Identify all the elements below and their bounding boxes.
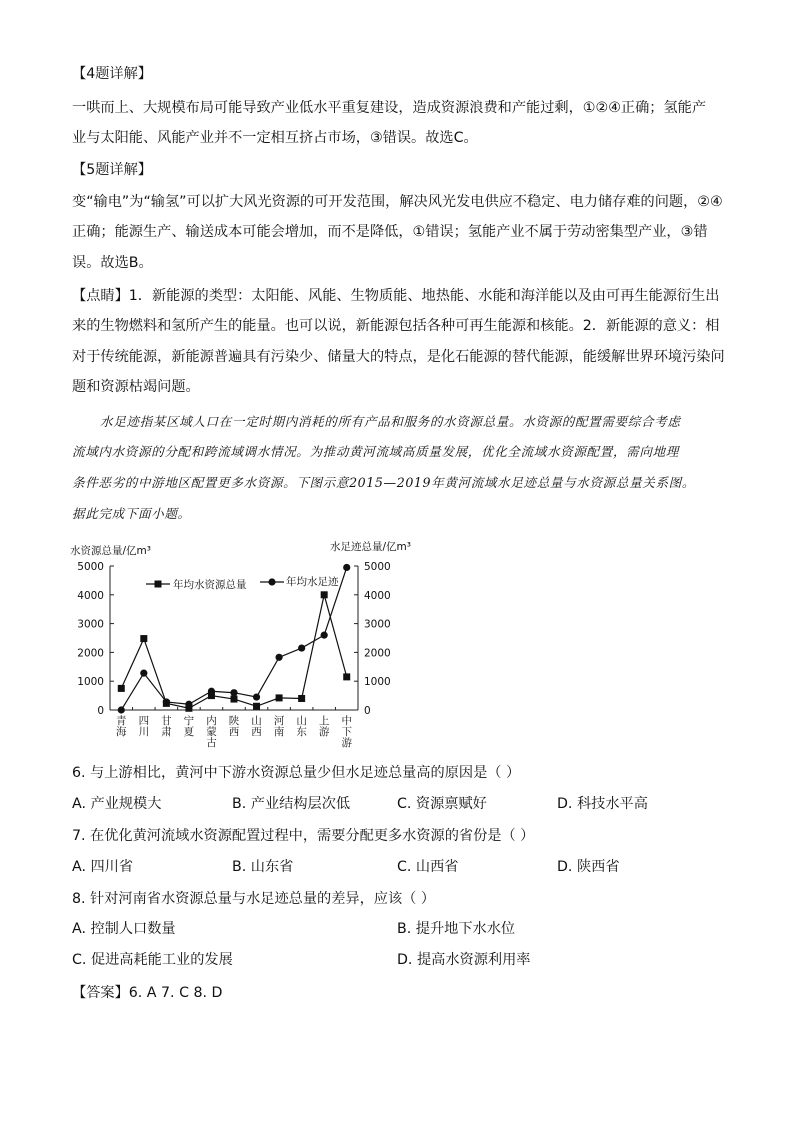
legend-marker-footprint [268, 578, 275, 585]
q8-option-d[interactable]: D. 提高水资源利用率 [397, 952, 531, 968]
section-5-line-3: 误。故选B。 [72, 255, 153, 271]
legend-label-resource: 年均水资源总量 [173, 579, 247, 591]
passage-line-4: 据此完成下面小题。 [72, 506, 191, 521]
answer-text: 6. A 7. C 8. D [128, 985, 223, 1001]
q6-option-c[interactable]: C. 资源禀赋好 [397, 796, 487, 812]
x-tick-label: 宁夏 [183, 715, 195, 738]
note-line-1: 【点睛】1．新能源的类型：太阳能、风能、生物质能、地热能、水能和海洋能以及由可再生能源衍生出 [72, 288, 720, 304]
section-5-heading: 【5题详解】 [72, 162, 152, 178]
x-tick-label: 山西 [251, 715, 262, 738]
note-line-4: 题和资源枯竭问题。 [72, 379, 200, 395]
x-tick-label: 河南 [273, 715, 285, 738]
q8-option-c[interactable]: C. 促进高耗能工业的发展 [72, 952, 233, 968]
legend-label-footprint: 年均水足迹 [286, 576, 339, 588]
section-4-line-1: 一哄而上、大规模布局可能导致产业低水平重复建设，造成资源浪费和产能过剩，①②④正确；氢能产 [72, 100, 707, 116]
y-axis-label-right: 水足迹总量/亿m³ [330, 541, 411, 553]
passage-line-1: 水足迹指某区域人口在一定时期内消耗的所有产品和服务的水资源总量。水资源的配置需要综合考虑 [100, 414, 681, 429]
x-tick-label: 上游 [318, 715, 330, 738]
water-resource-point [276, 694, 283, 701]
y-tick-label-left: 1000 [77, 676, 104, 689]
x-tick-label: 甘肃 [161, 715, 172, 738]
y-tick-label-right: 3000 [364, 618, 391, 631]
x-tick-label: 陕西 [228, 715, 240, 738]
q6-option-a[interactable]: A. 产业规模大 [72, 796, 162, 812]
y-tick-label-left: 2000 [77, 647, 104, 660]
water-resource-point [321, 591, 328, 598]
section-4-line-2: 业与太阳能、风能产业并不一定相互挤占市场，③错误。故选C。 [72, 130, 478, 146]
x-tick-label: 内蒙古 [206, 715, 217, 749]
y-tick-label-left: 4000 [77, 589, 104, 602]
water-footprint-point [208, 688, 215, 695]
y-tick-label-right: 2000 [364, 647, 391, 660]
x-tick-label: 青海 [116, 715, 127, 738]
water-footprint-point [275, 654, 282, 661]
answer-line [72, 983, 222, 1003]
water-resource-point [118, 685, 125, 692]
water-resource-point [343, 673, 350, 680]
q7-option-b[interactable]: B. 山东省 [232, 859, 294, 875]
water-footprint-point [163, 698, 170, 705]
y-axis-label-left: 水资源总量/亿m³ [70, 545, 151, 557]
water-footprint-point [118, 706, 125, 713]
legend-marker-resource [155, 581, 162, 588]
note-line-2: 来的生物燃料和氢所产生的能量。也可以说，新能源包括各种可再生能源和核能。2．新能源的意义：相 [72, 318, 720, 334]
passage-line-2: 流域内水资源的分配和跨流域调水情况。为推动黄河流域高质量发展，优化全流域水资源配置，需向地理 [72, 444, 679, 459]
x-tick-label: 中下游 [341, 715, 352, 749]
q8-option-a[interactable]: A. 控制人口数量 [72, 921, 176, 937]
question-6-stem: 6. 与上游相比，黄河中下游水资源总量少但水足迹总量高的原因是（ ） [72, 765, 521, 781]
water-resource-point [140, 635, 147, 642]
water-footprint-point [140, 670, 147, 677]
y-tick-label-right: 5000 [364, 561, 391, 573]
section-5-line-1: 变“输电”为“输氢”可以扩大风光资源的可开发范围，解决风光发电供应不稳定、电力储存难的问题，②④ [72, 194, 723, 210]
y-tick-label-right: 0 [364, 705, 371, 717]
q7-option-d[interactable]: D. 陕西省 [557, 859, 620, 875]
q7-option-a[interactable]: A. 四川省 [72, 859, 134, 875]
question-8-stem: 8. 针对河南省水资源总量与水足迹总量的差异，应该（ ） [72, 891, 436, 907]
q7-option-c[interactable]: C. 山西省 [397, 859, 459, 875]
water-footprint-point [253, 693, 260, 700]
y-tick-label-left: 0 [97, 705, 104, 717]
note-line-3: 对于传统能源，新能源普遍具有污染少、储量大的特点，是化石能源的替代能源，能缓解世界环境污染问 [72, 349, 725, 365]
water-resource-point [298, 695, 305, 702]
water-chart [62, 532, 422, 750]
q8-option-b[interactable]: B. 提升地下水水位 [397, 921, 516, 937]
section-4-heading: 【4题详解】 [72, 66, 152, 82]
water-footprint-point [185, 701, 192, 708]
y-tick-label-right: 4000 [364, 589, 391, 602]
water-footprint-point [343, 564, 350, 571]
q6-option-d[interactable]: D. 科技水平高 [557, 796, 648, 812]
water-footprint-point [298, 644, 305, 651]
passage-line-3: 条件恶劣的中游地区配置更多水资源。下图示意2015—2019年黄河流域水足迹总量与水资源总量关系图。 [72, 475, 696, 490]
answer-label: 【答案】 [72, 985, 129, 1001]
y-tick-label-left: 5000 [77, 561, 104, 573]
q6-option-b[interactable]: B. 产业结构层次低 [232, 796, 351, 812]
water-footprint-point [321, 632, 328, 639]
water-resource-point [253, 703, 260, 710]
y-tick-label-right: 1000 [364, 676, 391, 689]
x-tick-label: 四川 [138, 715, 150, 738]
y-tick-label-left: 3000 [77, 618, 104, 631]
water-resource-point [231, 696, 238, 703]
water-footprint-point [230, 689, 237, 696]
question-7-stem: 7. 在优化黄河流域水资源配置过程中，需要分配更多水资源的省份是（ ） [72, 828, 535, 844]
section-5-line-2: 正确；能源生产、输送成本可能会增加，而不是降低，①错误；氢能产业不属于劳动密集型产业，③错 [72, 224, 708, 240]
x-tick-label: 山东 [296, 715, 307, 738]
